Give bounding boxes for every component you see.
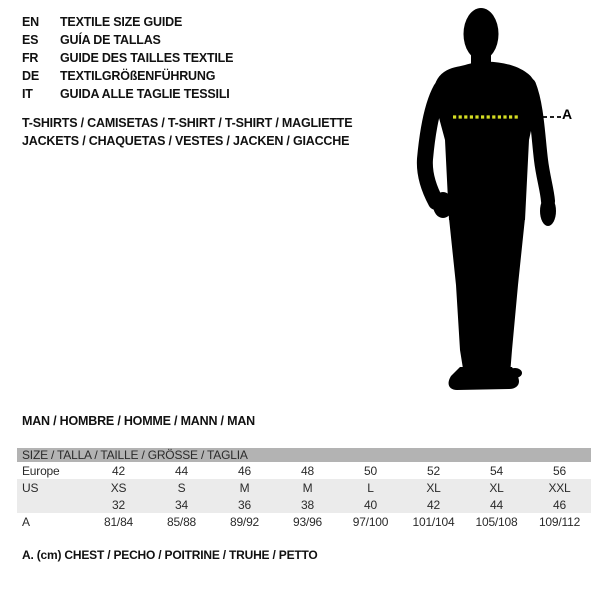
size-cell: 52: [427, 463, 440, 478]
right-arm: [529, 85, 548, 201]
garment-categories: [22, 114, 352, 150]
language-title: TEXTILGRÖßENFÜHRUNG: [60, 69, 216, 83]
size-cell: 101/104: [412, 514, 455, 529]
man-silhouette: [415, 5, 565, 395]
chest-footnote: A. (cm) CHEST / PECHO / POITRINE / TRUHE / PETTO: [22, 548, 318, 562]
language-code: IT: [22, 87, 33, 101]
size-cell: 89/92: [229, 514, 260, 529]
language-row: [22, 13, 233, 31]
size-cell: 42: [112, 463, 125, 478]
size-cell: 105/108: [475, 514, 518, 529]
size-cell: 32: [112, 497, 125, 512]
size-cell: 97/100: [352, 514, 389, 529]
size-cell: 44: [175, 463, 188, 478]
language-row: [22, 31, 233, 49]
language-title: GUÍA DE TALLAS: [60, 33, 161, 47]
table-row-us: [17, 479, 591, 496]
size-cell: 34: [175, 497, 188, 512]
language-list: [22, 13, 233, 103]
left-arm: [425, 89, 441, 202]
measure-label-a: A: [562, 106, 573, 122]
size-cell: XS: [110, 480, 127, 495]
size-cell: 40: [364, 497, 377, 512]
size-cell: XL: [489, 480, 504, 495]
language-code: FR: [22, 51, 39, 65]
size-cell: 46: [553, 497, 566, 512]
row-label: A: [22, 514, 30, 529]
size-cell: 46: [238, 463, 251, 478]
size-cell: M: [239, 480, 250, 495]
language-code: EN: [22, 15, 39, 29]
section-title-man: MAN / HOMBRE / HOMME / MANN / MAN: [22, 414, 255, 428]
size-cell: XXL: [548, 480, 571, 495]
size-cell: 42: [427, 497, 440, 512]
size-cell: 48: [301, 463, 314, 478]
size-cell: 81/84: [103, 514, 134, 529]
size-cell: 85/88: [166, 514, 197, 529]
size-cell: L: [367, 480, 374, 495]
size-cell: 38: [301, 497, 314, 512]
language-row: [22, 49, 233, 67]
size-table-header: SIZE / TALLA / TAILLE / GRÖSSE / TAGLIA: [17, 448, 591, 462]
language-row: [22, 67, 233, 85]
language-title: GUIDA ALLE TAGLIE TESSILI: [60, 87, 230, 101]
language-row: [22, 85, 233, 103]
size-cell: 54: [490, 463, 503, 478]
table-row-chest-a: [17, 513, 591, 530]
table-row-uk: [17, 496, 591, 513]
size-cell: XL: [426, 480, 441, 495]
size-table: [17, 448, 591, 530]
size-cell: 44: [490, 497, 503, 512]
size-cell: 56: [553, 463, 566, 478]
size-cell: S: [177, 480, 186, 495]
size-cell: M: [302, 480, 313, 495]
language-code: DE: [22, 69, 39, 83]
size-cell: 93/96: [292, 514, 323, 529]
man-silhouette-figure: [415, 5, 600, 397]
category-jackets: JACKETS / CHAQUETAS / VESTES / JACKEN / GIACCHE: [22, 134, 350, 148]
row-label: Europe: [22, 463, 60, 478]
language-title: GUIDE DES TAILLES TEXTILE: [60, 51, 234, 65]
size-cell: 50: [364, 463, 377, 478]
size-cell: 36: [238, 497, 251, 512]
row-label: US: [22, 480, 39, 495]
table-row-europe: [17, 462, 591, 479]
size-cell: 109/112: [538, 514, 581, 529]
language-code: ES: [22, 33, 39, 47]
language-title: TEXTILE SIZE GUIDE: [60, 15, 183, 29]
category-tshirts: T-SHIRTS / CAMISETAS / T-SHIRT / T-SHIRT / MAGLIETTE: [22, 116, 353, 130]
